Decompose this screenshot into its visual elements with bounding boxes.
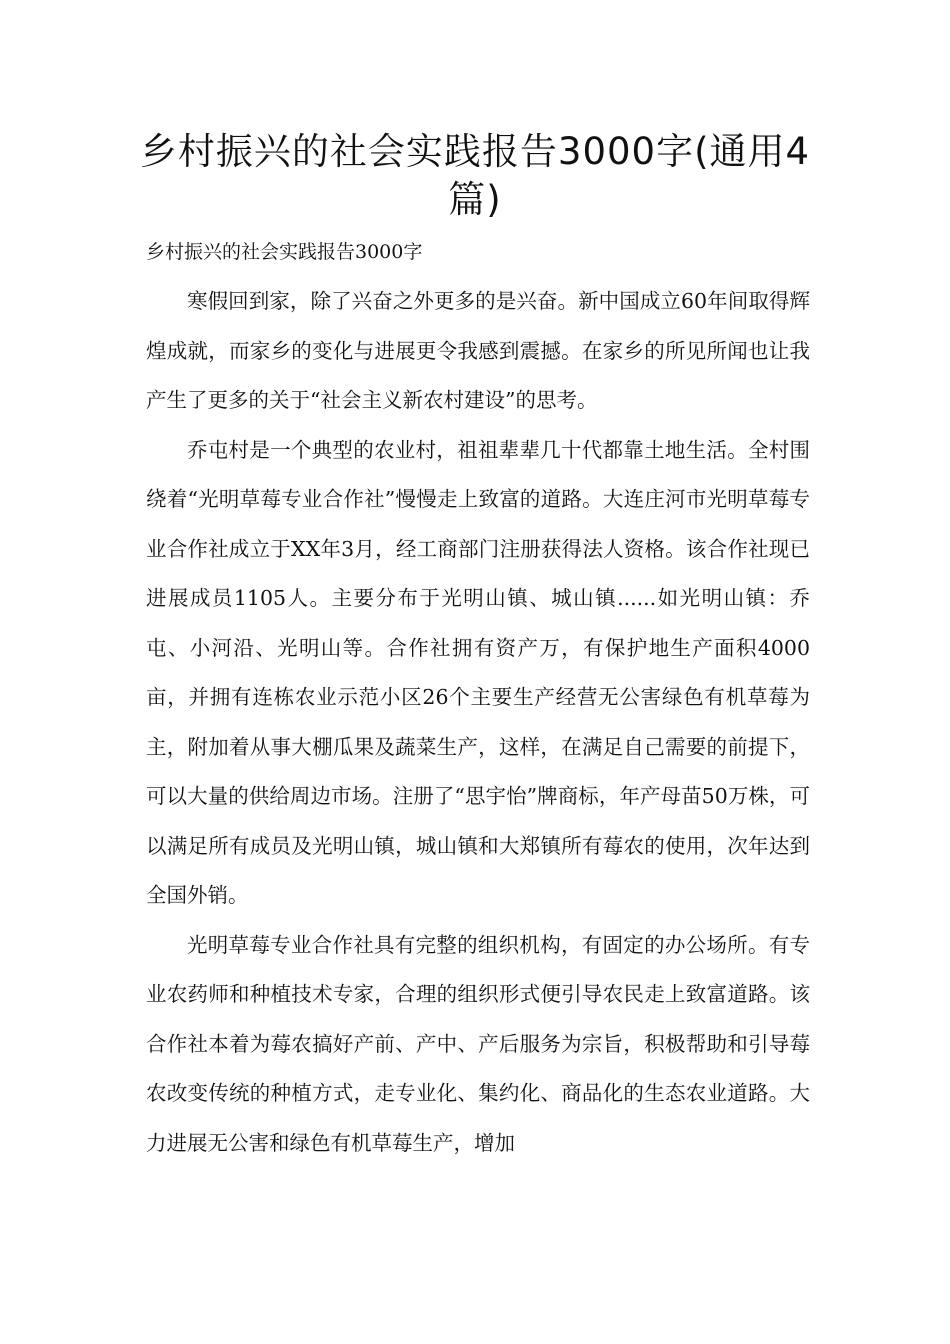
document-title: 乡村振兴的社会实践报告3000字(通用4篇) [139, 130, 811, 221]
document-subtitle: 乡村振兴的社会实践报告3000字 [146, 241, 423, 263]
document-body [146, 277, 810, 1168]
paragraph-2: 乔屯村是一个典型的农业村，祖祖辈辈几十代都靠土地生活。全村围绕着“光明草莓专业合作社”慢慢走上致富的道路。大连庄河市光明草莓专业合作社成立于XX年3月，经工商部门注册获得法人资格。该合作社现已进展成员1105人。主要分布于光明山镇、城山镇......如光明山镇：乔屯、小河沿、光明山等。合作社拥有资产万，有保护地生产面积4000亩，并拥有连栋农业示范小区26个主要生产经营无公害绿色有机草莓为主，附加着从事大棚瓜果及蔬菜生产，这样，在满足自己需要的前提下，可以大量的供给周边市场。注册了“思宇怡”牌商标，年产母苗50万株，可以满足所有成员及光明山镇，城山镇和大郑镇所有莓农的使用，次年达到全国外销。 [146, 437, 810, 907]
paragraph-3: 光明草莓专业合作社具有完整的组织机构，有固定的办公场所。有专业农药师和种植技术专家，合理的组织形式便引导农民走上致富道路。该合作社本着为莓农搞好产前、产中、产后服务为宗旨，积极帮助和引导莓农改变传统的种植方式，走专业化、集约化、商品化的生态农业道路。大力进展无公害和绿色有机草莓生产，增加 [146, 932, 810, 1155]
paragraph-1: 寒假回到家，除了兴奋之外更多的是兴奋。新中国成立60年间取得辉煌成就，而家乡的变化与进展更令我感到震撼。在家乡的所见所闻也让我产生了更多的关于“社会主义新农村建设”的思考。 [146, 289, 810, 412]
